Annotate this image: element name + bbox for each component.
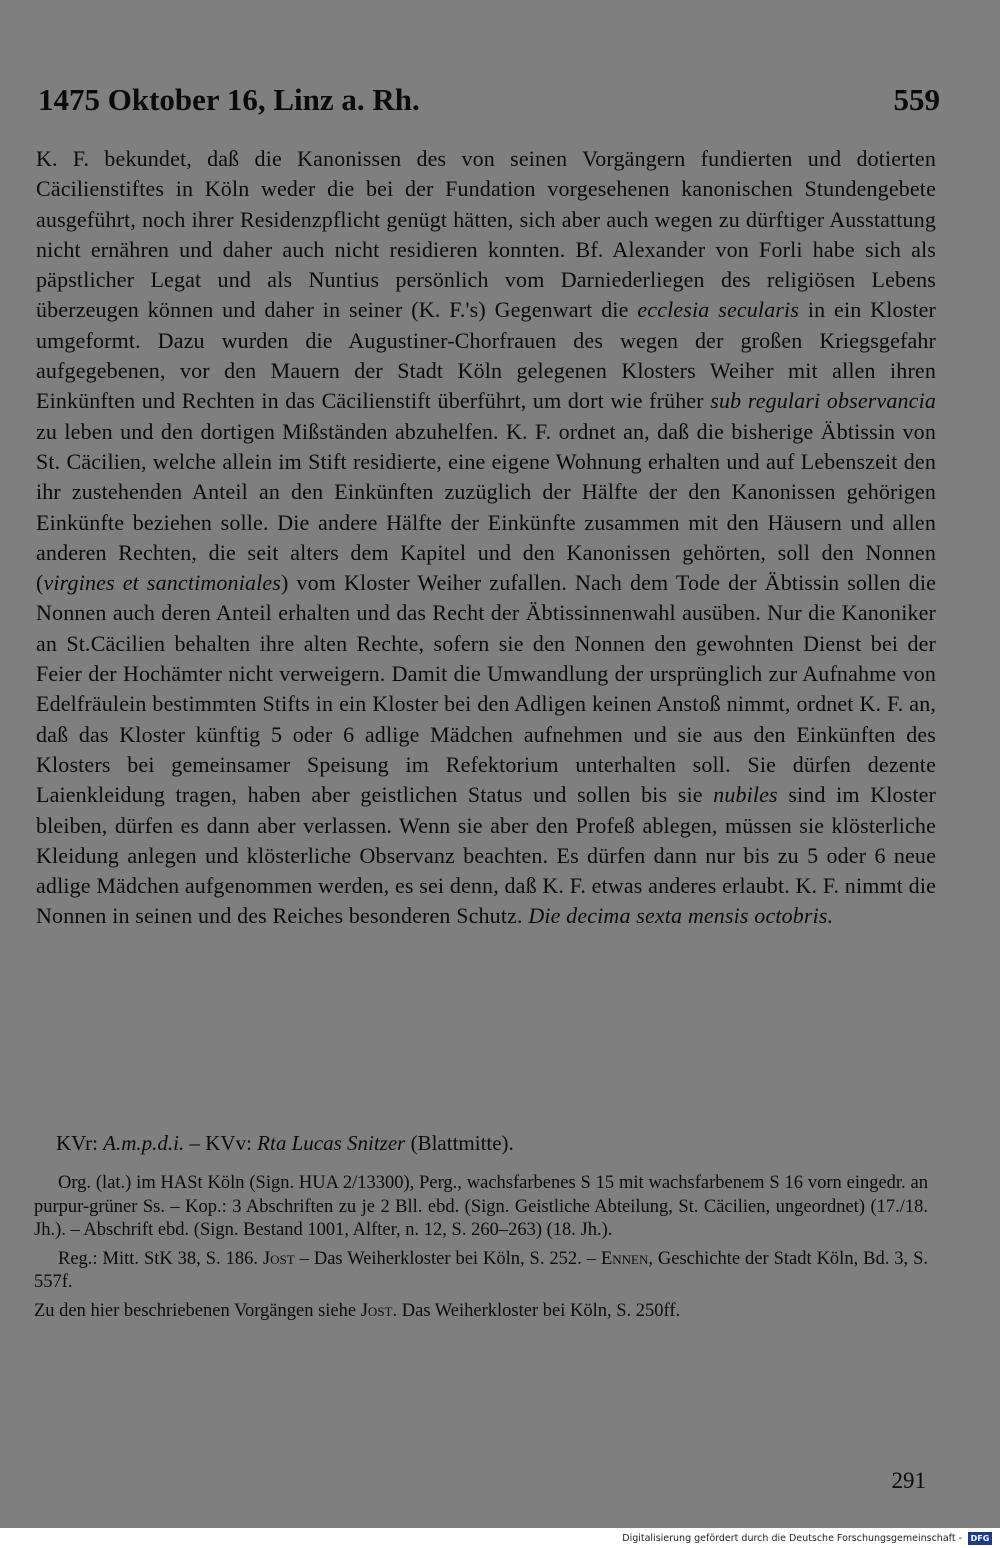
body-text-4: ) vom Kloster Weiher zufallen. Nach dem Tode der Äbtissin sollen die Nonnen auch deren Anteil erhalten und das Recht der Äbtissinnenwahl ausüben. Nur die Kanoniker an St.Cäcilien behalten ihre alten Rechte, sofern sie den Nonnen den gewohnten Dienst bei der Feier der Hochämter nicht verweigern. Damit die Umwandlung der ursprünglich zur Aufnahme von Edelfräulein bestimmten Stifts in ein Kloster bei den Adligen keinen Anstoß nimmt, ordnet K. F. an, daß das Kloster künftig 5 oder 6 adlige Mädchen aufnehmen und sie aus den Einkünften des Klosters bei gemeinsamer Speisung im Refektorium unterhalten soll. Sie dürfen dezente Laienkleidung tragen, haben aber geistlichen Status und sollen bis sie bbox=[36, 570, 936, 808]
latin-term-1: ecclesia secularis bbox=[637, 297, 800, 323]
dating-clause: Die decima sexta mensis octobris. bbox=[528, 903, 834, 929]
body-text-1: K. F. bekundet, daß die Kanonissen des von seinen Vorgängern fundierten und dotierten Cäcilienstiftes in Köln weder die bei der Fundation vorgesehenen kanonischen Stundengebete ausgeführt, noch ihrer Residenzpflicht genügt hätten, sich aber auch wegen zu dürftiger Ausstattung nicht ernähren und daher auch nicht residieren konnten. Bf. Alexander von Forli habe sich als päpstlicher Legat und als Nuntius persönlich vom Darniederliegen des religiösen Lebens überzeugen können und daher in seiner (K. F.'s) Gegenwart die bbox=[36, 146, 936, 323]
reg-text-c: , Geschichte der Stadt Köln, Bd. 3, S. 557f. bbox=[34, 1248, 929, 1292]
reference-note bbox=[34, 1300, 928, 1324]
dfg-logo-icon: DFG bbox=[968, 1532, 992, 1545]
latin-term-3: virgines et sanctimoniales bbox=[43, 570, 281, 596]
main-paragraph bbox=[36, 144, 936, 932]
kv-value-2: Rta Lucas Snitzer bbox=[257, 1131, 406, 1155]
body-text-2: in ein Kloster umgeformt. Dazu wurden die Augustiner-Chorfrauen des wegen der großen Kriegsgefahr aufgegebenen, vor den Mauern der Stadt Köln gelegenen Klosters Weiher mit allen ihren Einkünften und Rechten in das Cäcilienstift überführt, um dort wie früher bbox=[36, 297, 936, 414]
reg-text-b: – Das Weiherkloster bei Köln, S. 252. – bbox=[299, 1248, 596, 1269]
apparatus-notes bbox=[34, 1172, 928, 1323]
body-text-3: zu leben und den dortigen Mißständen abzuhelfen. K. F. ordnet an, daß die bisherige Äbtissin von St. Cäcilien, welche allein im Stift residierte, eine eigene Wohnung erhalten und auf Lebenszeit den ihr zustehenden Anteil an den Einkünften zuzüglich der Hälfte der den Kanonissen gehörigen Einkünfte beziehen solle. Die andere Hälfte der Einkünfte zusammen mit den Häusern und allen anderen Rechten, die seit alters dem Kapitel und den Kanonissen gehörten, soll den Nonnen ( bbox=[36, 418, 936, 596]
body-text-5: sind im Kloster bleiben, dürfen es dann aber verlassen. Wenn sie aber den Profeß ablegen, müssen sie klösterliche Kleidung anlegen und klösterliche Observanz beachten. Es dürfen dann nur bis zu 5 oder 6 neue adlige Mädchen aufgenommen werden, es sei denn, daß K. F. etwas anderes erlaubt. K. F. nimmt die Nonnen in seinen und des Reiches besonderen Schutz. bbox=[36, 782, 937, 929]
document-body bbox=[36, 144, 936, 932]
original-note: Org. (lat.) im HASt Köln (Sign. HUA 2/13300), Perg., wachsfarbenes S 15 mit wachsfarbenem S 16 vorn eingedr. an purpur-grüner Ss. – Kop.: 3 Abschriften zu je 2 Bll. ebd. (Sign. Geistliche Abteilung, St. Cäcilien, ungeordnet) (17./18. Jh.). – Abschrift ebd. (Sign. Bestand 1001, Alfter, n. 12, S. 260–263) (18. Jh.). bbox=[34, 1173, 928, 1240]
kv-label-2: KVv: bbox=[205, 1131, 252, 1155]
header-title: 1475 Oktober 16, Linz a. Rh. bbox=[38, 82, 420, 117]
zu-author-jost: Jost bbox=[360, 1300, 393, 1321]
reg-author-jost: Jost bbox=[262, 1248, 295, 1269]
reg-author-ennen: Ennen bbox=[600, 1248, 649, 1269]
page-header bbox=[38, 80, 940, 120]
digitization-footer: Digitalisierung gefördert durch die Deutsche Forschungsgemeinschaft - bbox=[622, 1533, 962, 1544]
zu-text-b: . Das Weiherkloster bei Köln, S. 250ff. bbox=[392, 1300, 681, 1321]
regest-note bbox=[34, 1248, 928, 1295]
kv-separator: – bbox=[189, 1131, 200, 1155]
kv-value-1: A.m.p.d.i. bbox=[103, 1131, 185, 1155]
reg-text-a: Reg.: Mitt. StK 38, S. 186. bbox=[58, 1248, 258, 1269]
kv-tail: (Blattmitte). bbox=[410, 1131, 514, 1155]
zu-text-a: Zu den hier beschriebenen Vorgängen siehe bbox=[34, 1300, 357, 1321]
latin-term-2: sub regulari observancia bbox=[710, 388, 936, 414]
kv-label-1: KVr: bbox=[56, 1131, 98, 1155]
kanzleivermerk-line bbox=[56, 1128, 514, 1158]
header-page-number: 559 bbox=[893, 82, 940, 117]
bottom-page-number: 291 bbox=[891, 1468, 926, 1493]
latin-term-4: nubiles bbox=[713, 782, 778, 808]
